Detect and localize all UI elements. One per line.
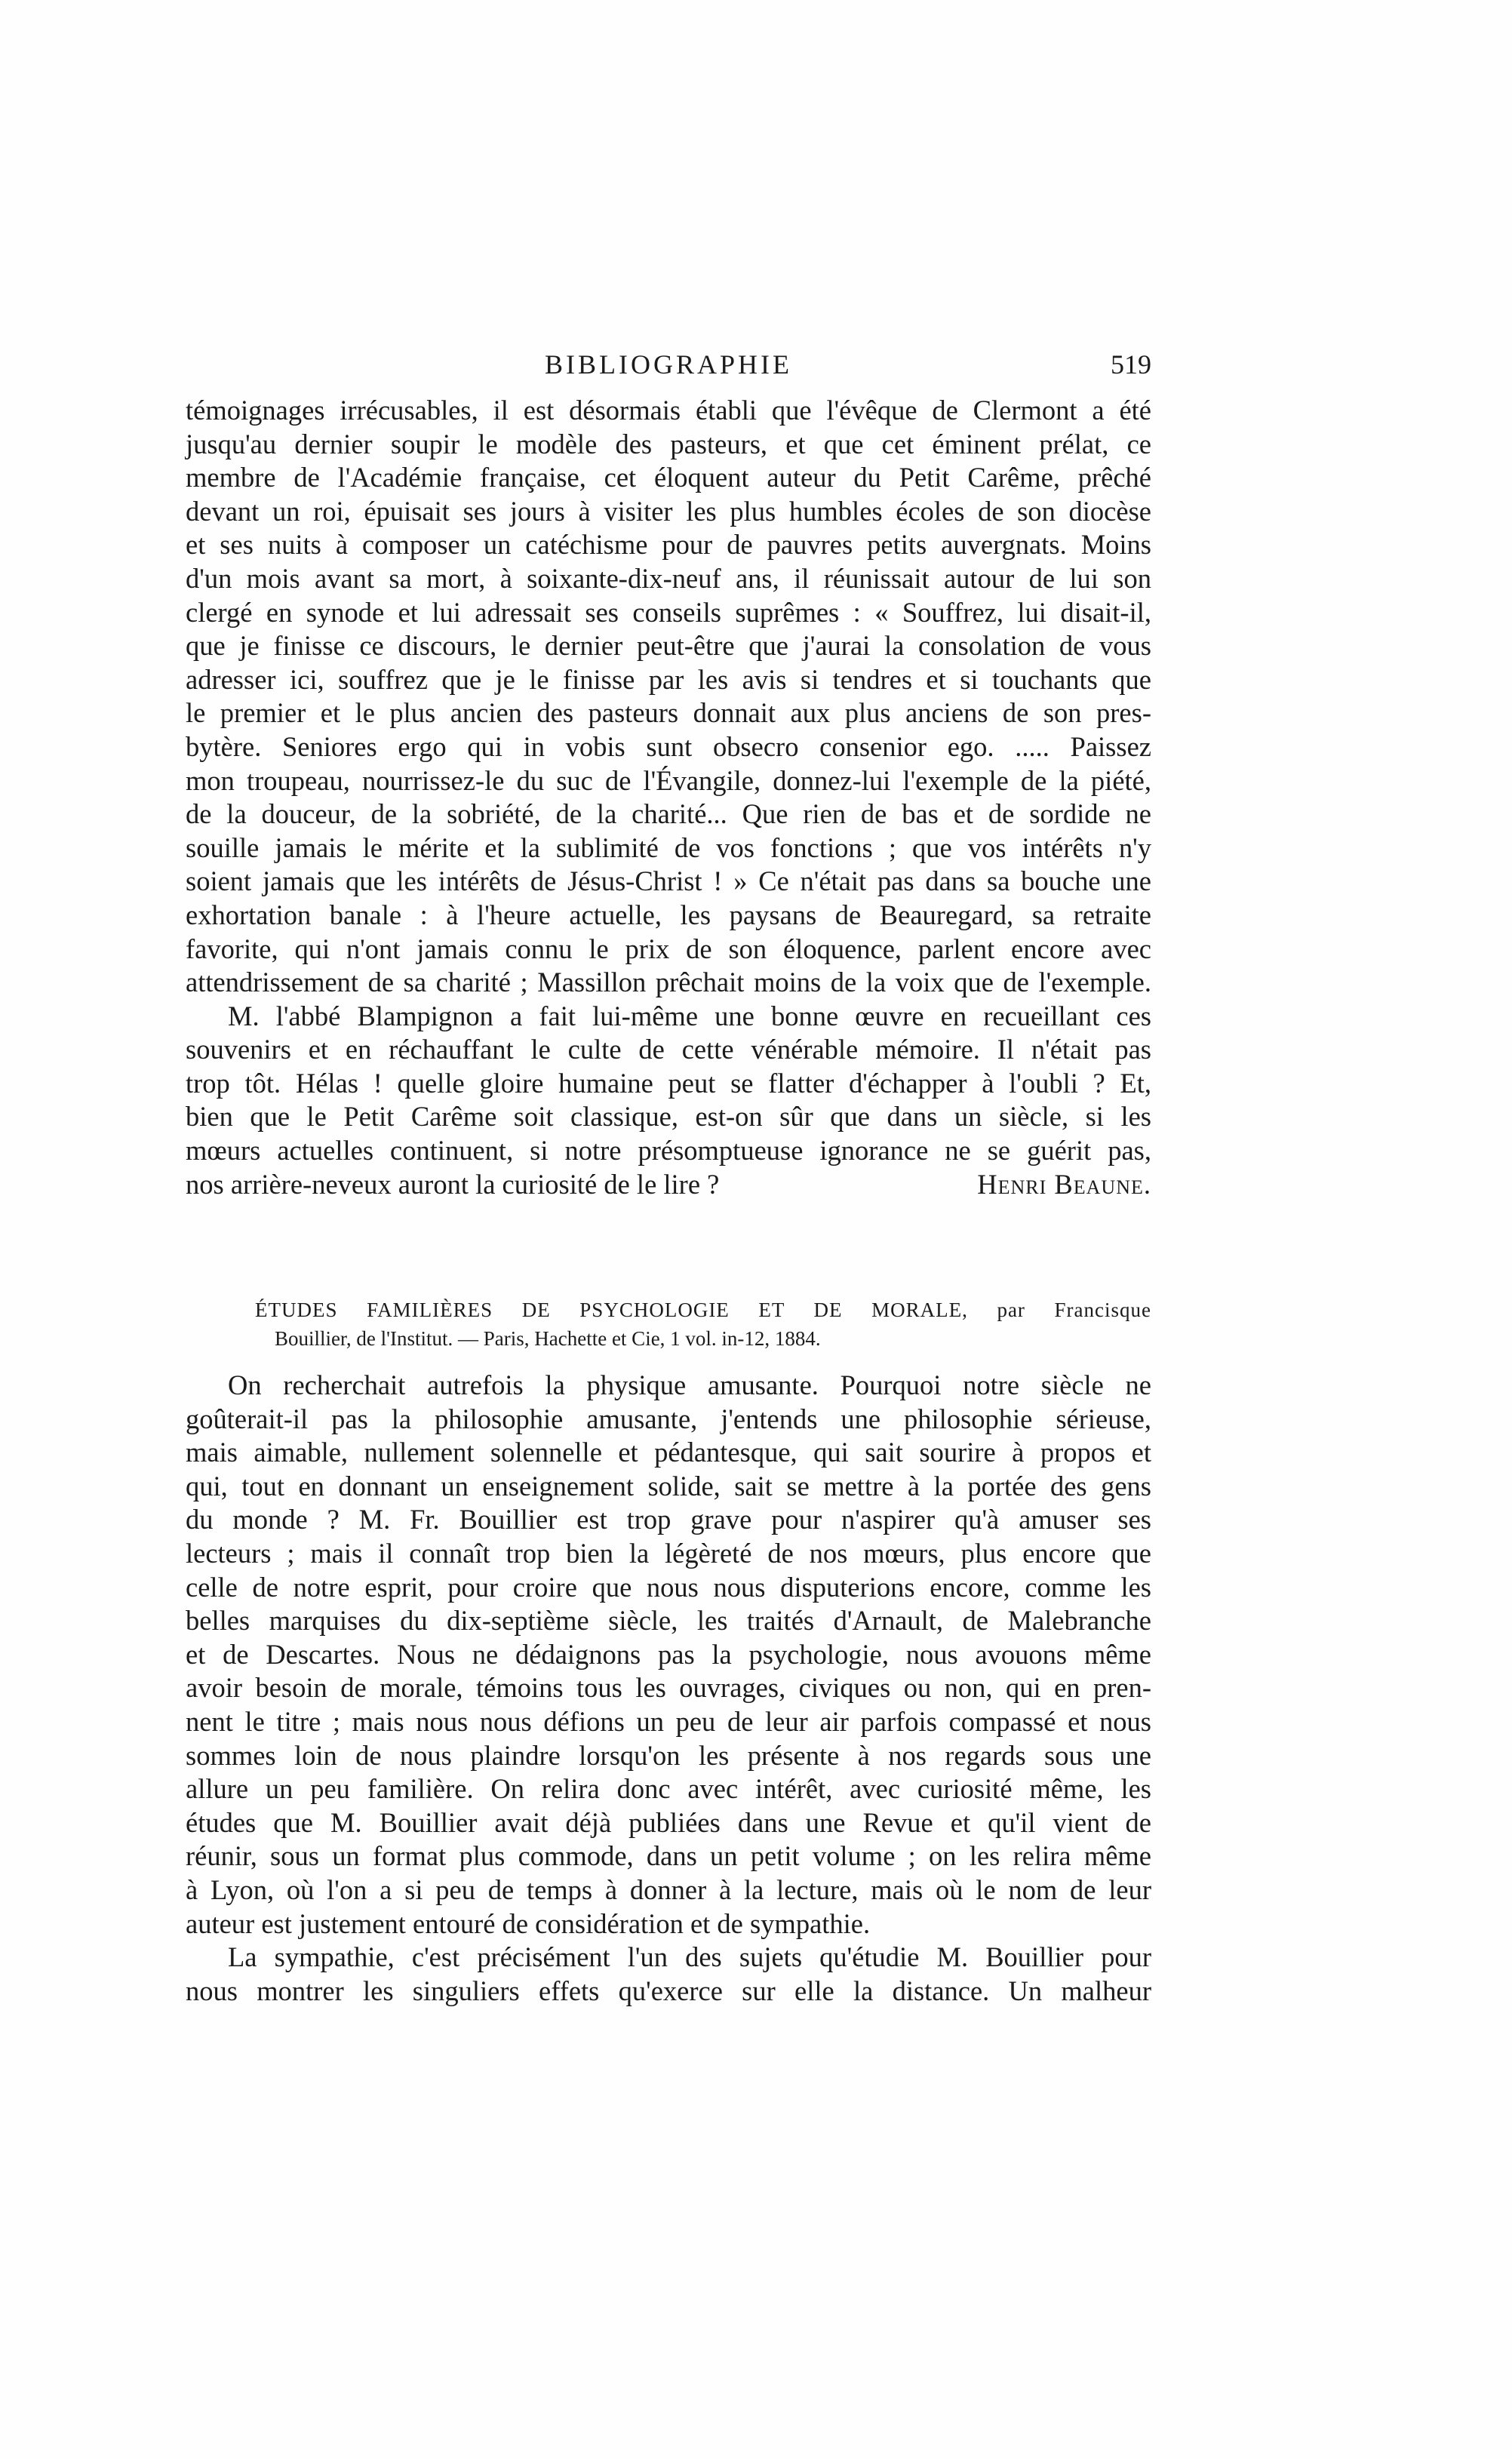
review-2-paragraph-2 [186,1941,1151,2008]
review-2-paragraph-1 [186,1369,1151,1941]
text-line: On recherchait autrefois la physique amusante. Pourquoi notre siècle ne [228,1369,1151,1400]
text-line: bien que le Petit Carême soit classique, est-on sûr que dans un siècle, si les [186,1101,1151,1133]
text-line: M. l'abbé Blampignon a fait lui-même une bonne œuvre en recueillant ces [228,1000,1151,1031]
text-line: qui, tout en donnant un enseignement solide, sait se mettre à la portée des gens [186,1470,1151,1502]
review-2-heading [186,1296,1151,1353]
review-2-publication-details: Bouillier, de l'Institut. — Paris, Hachette et Cie, 1 vol. in-12, 1884. [275,1327,821,1350]
running-head-title: BIBLIOGRAPHIE [545,349,792,380]
text-line: souille jamais le mérite et la sublimité de vos fonctions ; que vos intérêts n'y [186,831,1151,863]
text-line: à Lyon, où l'on a si peu de temps à donner à la lecture, mais où le nom de leur [186,1873,1151,1905]
text-line: le premier et le plus ancien des pasteurs donnait aux plus anciens de son pres- [186,697,1151,729]
text-line: lecteurs ; mais il connaît trop bien la légèreté de nos mœurs, plus encore que [186,1537,1151,1569]
text-line: nent le titre ; mais nous nous défions un peu de leur air parfois compassé et nous [186,1705,1151,1737]
text-line: exhortation banale : à l'heure actuelle, les paysans de Beauregard, sa retraite [186,899,1151,930]
text-line: mais aimable, nullement solennelle et pédantesque, qui sait sourire à propos et [186,1437,1151,1468]
text-line: celle de notre esprit, pour croire que nous nous disputerions encore, comme les [186,1571,1151,1603]
text-line-with-signature [186,1168,1151,1202]
review-2-title: ÉTUDES FAMILIÈRES DE PSYCHOLOGIE ET DE MORALE, par Francisque [255,1299,1151,1321]
running-head [186,349,1151,379]
text-line: bytère. Seniores ergo qui in vobis sunt obsecro consenior ego. ..... Paissez [186,730,1151,762]
text-line: attendrissement de sa charité ; Massillon prêchait moins de la voix que de l'exemple. [186,967,1151,998]
text-line: La sympathie, c'est précisément l'un des sujets qu'étudie M. Bouillier pour [228,1941,1151,1973]
text-line: nous montrer les singuliers effets qu'exerce sur elle la distance. Un malheur [186,1975,1151,2006]
text-line: goûterait-il pas la philosophie amusante, j'entends une philosophie sérieuse, [186,1403,1151,1434]
text-line: études que M. Bouillier avait déjà publiées dans une Revue et qu'il vient de [186,1806,1151,1838]
review-2-body [186,1369,1151,2008]
text-line: membre de l'Académie française, cet éloquent auteur du Petit Carême, prêché [186,462,1151,493]
text-line: soient jamais que les intérêts de Jésus-Christ ! » Ce n'était pas dans sa bouche une [186,865,1151,897]
text-line: et de Descartes. Nous ne dédaignons pas la psychologie, nous avouons même [186,1638,1151,1670]
text-line: d'un mois avant sa mort, à soixante-dix-neuf ans, il réunissait autour de lui son [186,562,1151,594]
author-signature: Henri Beaune. [977,1168,1151,1200]
text-line: que je finisse ce discours, le dernier peut-être que j'aurai la consolation de vous [186,630,1151,662]
text-line: devant un roi, épuisait ses jours à visiter les plus humbles écoles de son diocèse [186,495,1151,527]
text-line: belles marquises du dix-septième siècle, les traités d'Arnault, de Malebranche [186,1605,1151,1637]
text-line: mon troupeau, nourrissez-le du suc de l'Évangile, donnez-lui l'exemple de la piété, [186,764,1151,796]
text-line: auteur est justement entouré de considération et de sympathie. [186,1907,871,1939]
text-line: favorite, qui n'ont jamais connu le prix de son éloquence, parlent encore avec [186,933,1151,964]
text-line: réunir, sous un format plus commode, dans un petit volume ; on les relira même [186,1840,1151,1872]
text-line: trop tôt. Hélas ! quelle gloire humaine peut se flatter d'échapper à l'oubli ? Et, [186,1067,1151,1099]
text-line: du monde ? M. Fr. Bouillier est trop grave pour n'aspirer qu'à amuser ses [186,1504,1151,1535]
text-line: clergé en synode et lui adressait ses conseils suprêmes : « Souffrez, lui disait-il, [186,596,1151,628]
review-1-paragraph-1 [186,394,1151,1000]
text-line: nos arrière-neveux auront la curiosité de le lire ? [186,1168,720,1200]
text-line: avoir besoin de morale, témoins tous les ouvrages, civiques ou non, qui en pren- [186,1672,1151,1704]
text-line: allure un peu familière. On relira donc avec intérêt, avec curiosité même, les [186,1773,1151,1805]
text-line: souvenirs et en réchauffant le culte de cette vénérable mémoire. Il n'était pas [186,1034,1151,1065]
review-1-paragraph-2 [186,1000,1151,1202]
text-line: sommes loin de nous plaindre lorsqu'on les présente à nos regards sous une [186,1739,1151,1771]
text-line: jusqu'au dernier soupir le modèle des pasteurs, et que cet éminent prélat, ce [186,428,1151,460]
text-line: et ses nuits à composer un catéchisme pour de pauvres petits auvergnats. Moins [186,529,1151,561]
text-line: de la douceur, de la sobriété, de la charité... Que rien de bas et de sordide ne [186,798,1151,830]
page-number: 519 [1111,349,1151,380]
text-line: témoignages irrécusables, il est désormais établi que l'évêque de Clermont a été [186,395,1151,426]
text-line: mœurs actuelles continuent, si notre présomptueuse ignorance ne se guérit pas, [186,1135,1151,1166]
text-line: adresser ici, souffrez que je le finisse par les avis si tendres et si touchants que [186,663,1151,695]
review-1-body [186,394,1151,1201]
